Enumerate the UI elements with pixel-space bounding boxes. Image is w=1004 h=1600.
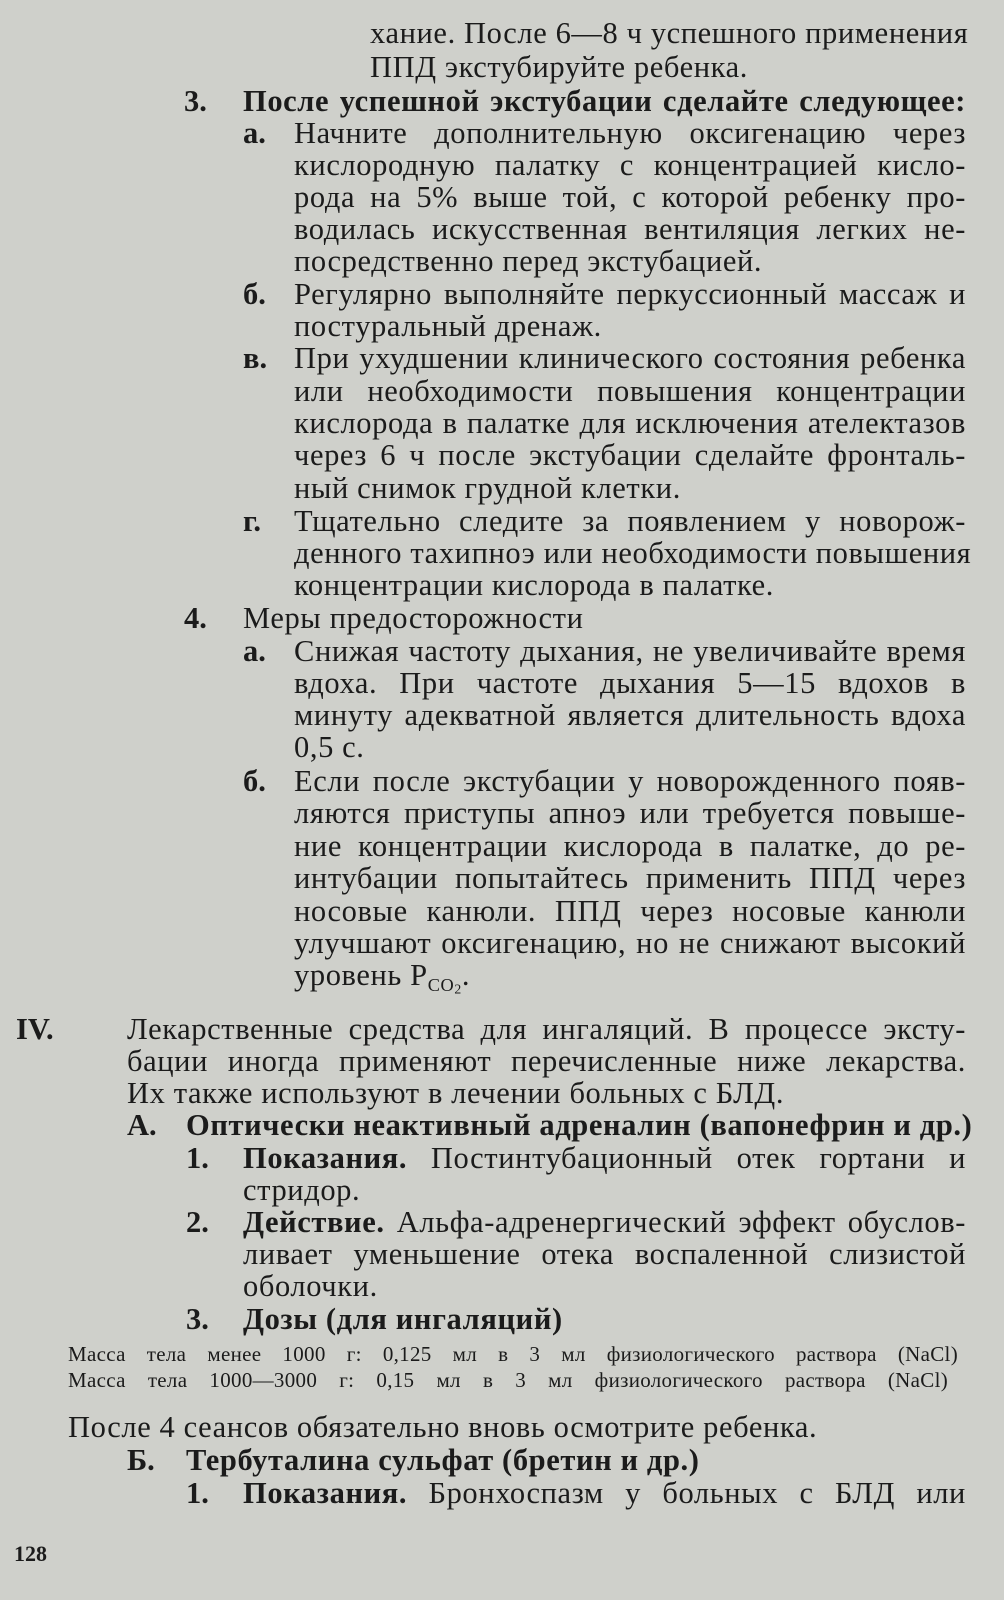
item-heading: Меры предосторожности xyxy=(243,601,584,635)
text-line: После 4 сеансов обязательно вновь осмотрите ребенка. xyxy=(68,1410,818,1444)
text-line: ливает уменьшение отека воспаленной слизистой xyxy=(243,1237,966,1271)
text-line: бации иногда применяют перечисленные ниже лекарства. xyxy=(127,1044,966,1078)
text-line: 0,5 с. xyxy=(294,730,365,764)
subscript-text: CO xyxy=(427,975,455,996)
item-heading: Дозы (для ингаляций) xyxy=(243,1302,563,1336)
text-line: минуту адекватной является длительность вдоха xyxy=(294,698,966,732)
text-line: ный снимок грудной клетки. xyxy=(294,471,681,505)
text-line: Тщательно следите за появлением у новорож- xyxy=(294,504,966,538)
text-line xyxy=(294,958,470,1007)
text-line xyxy=(243,1476,966,1510)
subsection-marker: А. xyxy=(127,1108,157,1142)
text-line: улучшают оксигенацию, но не снижают высокий xyxy=(294,926,966,960)
subsection-marker: Б. xyxy=(127,1443,155,1477)
item-marker: б. xyxy=(243,277,266,311)
item-label: Действие. xyxy=(243,1205,385,1239)
text-line: стридор. xyxy=(243,1173,361,1207)
text-fragment: Альфа-адренергический эффект обуслов- xyxy=(396,1205,966,1239)
item-marker: а. xyxy=(243,634,266,668)
text-line: постуральный дренаж. xyxy=(294,309,602,343)
text-line: Начните дополнительную оксигенацию через xyxy=(294,116,966,150)
item-marker: г. xyxy=(243,504,262,538)
text-line: интубации попытайтесь применить ППД через xyxy=(294,861,966,895)
subsection-heading: Оптически неактивный адреналин (вапонефрин и др.) xyxy=(186,1108,973,1142)
text-line: оболочки. xyxy=(243,1269,378,1303)
text-line: через 6 ч после экстубации сделайте фронталь- xyxy=(294,438,966,472)
item-number: 1. xyxy=(186,1141,209,1175)
item-label: Показания. xyxy=(243,1476,408,1510)
text-line: ние концентрации кислорода в палатке, до ре- xyxy=(294,829,966,863)
text-line: При ухудшении клинического состояния ребенка xyxy=(294,341,966,375)
item-number: 1. xyxy=(186,1476,209,1510)
text-line: посредственно перед экстубацией. xyxy=(294,244,763,278)
text-line: хание. После 6—8 ч успешного применения xyxy=(370,16,969,50)
text-line: носовые канюли. ППД через носовые канюли xyxy=(294,894,966,928)
page-number: 128 xyxy=(14,1541,47,1566)
text-line: Регулярно выполняйте перкуссионный массаж и xyxy=(294,277,966,311)
item-number: 3. xyxy=(186,1302,209,1336)
text-line xyxy=(243,1205,966,1239)
text-line: кислородную палатку с концентрацией кисло- xyxy=(294,148,966,182)
text-line: или необходимости повышения концентрации xyxy=(294,374,966,408)
dose-line: Масса тела 1000—3000 г: 0,15 мл в 3 мл физиологического раствора (NaCl) xyxy=(68,1368,948,1392)
text-line xyxy=(243,1141,966,1175)
text-line: водилась искусственная вентиляция легких не- xyxy=(294,212,966,246)
text-fragment: Постинтубационный отек гортани и xyxy=(430,1141,966,1175)
text-line: Лекарственные средства для ингаляций. В процессе эксту- xyxy=(127,1012,966,1046)
item-number: 4. xyxy=(184,601,207,635)
text-line: Если после экстубации у новорожденного появ- xyxy=(294,764,966,798)
dose-line: Масса тела менее 1000 г: 0,125 мл в 3 мл физиологического раствора (NaCl) xyxy=(68,1342,958,1366)
item-number: 2. xyxy=(186,1205,209,1239)
item-marker: б. xyxy=(243,764,266,798)
text-line: ляются приступы апноэ или требуется повыше- xyxy=(294,796,966,830)
text-line: кислорода в палатке для исключения ателектазов xyxy=(294,406,966,440)
text-fragment: Бронхоспазм у больных с БЛД или xyxy=(428,1476,966,1510)
item-number: 3. xyxy=(184,84,207,118)
text-line: вдоха. При частоте дыхания 5—15 вдохов в xyxy=(294,666,966,700)
section-number: IV. xyxy=(16,1012,54,1046)
text-line: ППД экстубируйте ребенка. xyxy=(370,50,748,84)
text-line: Их также используют в лечении больных с БЛД. xyxy=(127,1076,785,1110)
text-fragment: уровень P xyxy=(294,958,428,992)
subsection-heading: Тербуталина сульфат (бретин и др.) xyxy=(186,1443,700,1477)
item-marker: в. xyxy=(243,341,268,375)
item-label: Показания. xyxy=(243,1141,408,1175)
text-line: рода на 5% выше той, с которой ребенку про- xyxy=(294,180,966,214)
item-heading: После успешной экстубации сделайте следующее: xyxy=(243,84,966,118)
subscript-digit: 2 xyxy=(454,982,462,998)
text-line: концентрации кислорода в палатке. xyxy=(294,568,775,602)
item-marker: а. xyxy=(243,116,266,150)
subscript xyxy=(427,975,462,998)
text-line: Снижая частоту дыхания, не увеличивайте время xyxy=(294,634,966,668)
text-fragment: . xyxy=(461,958,471,992)
text-line: денного тахипноэ или необходимости повышения xyxy=(294,536,972,570)
